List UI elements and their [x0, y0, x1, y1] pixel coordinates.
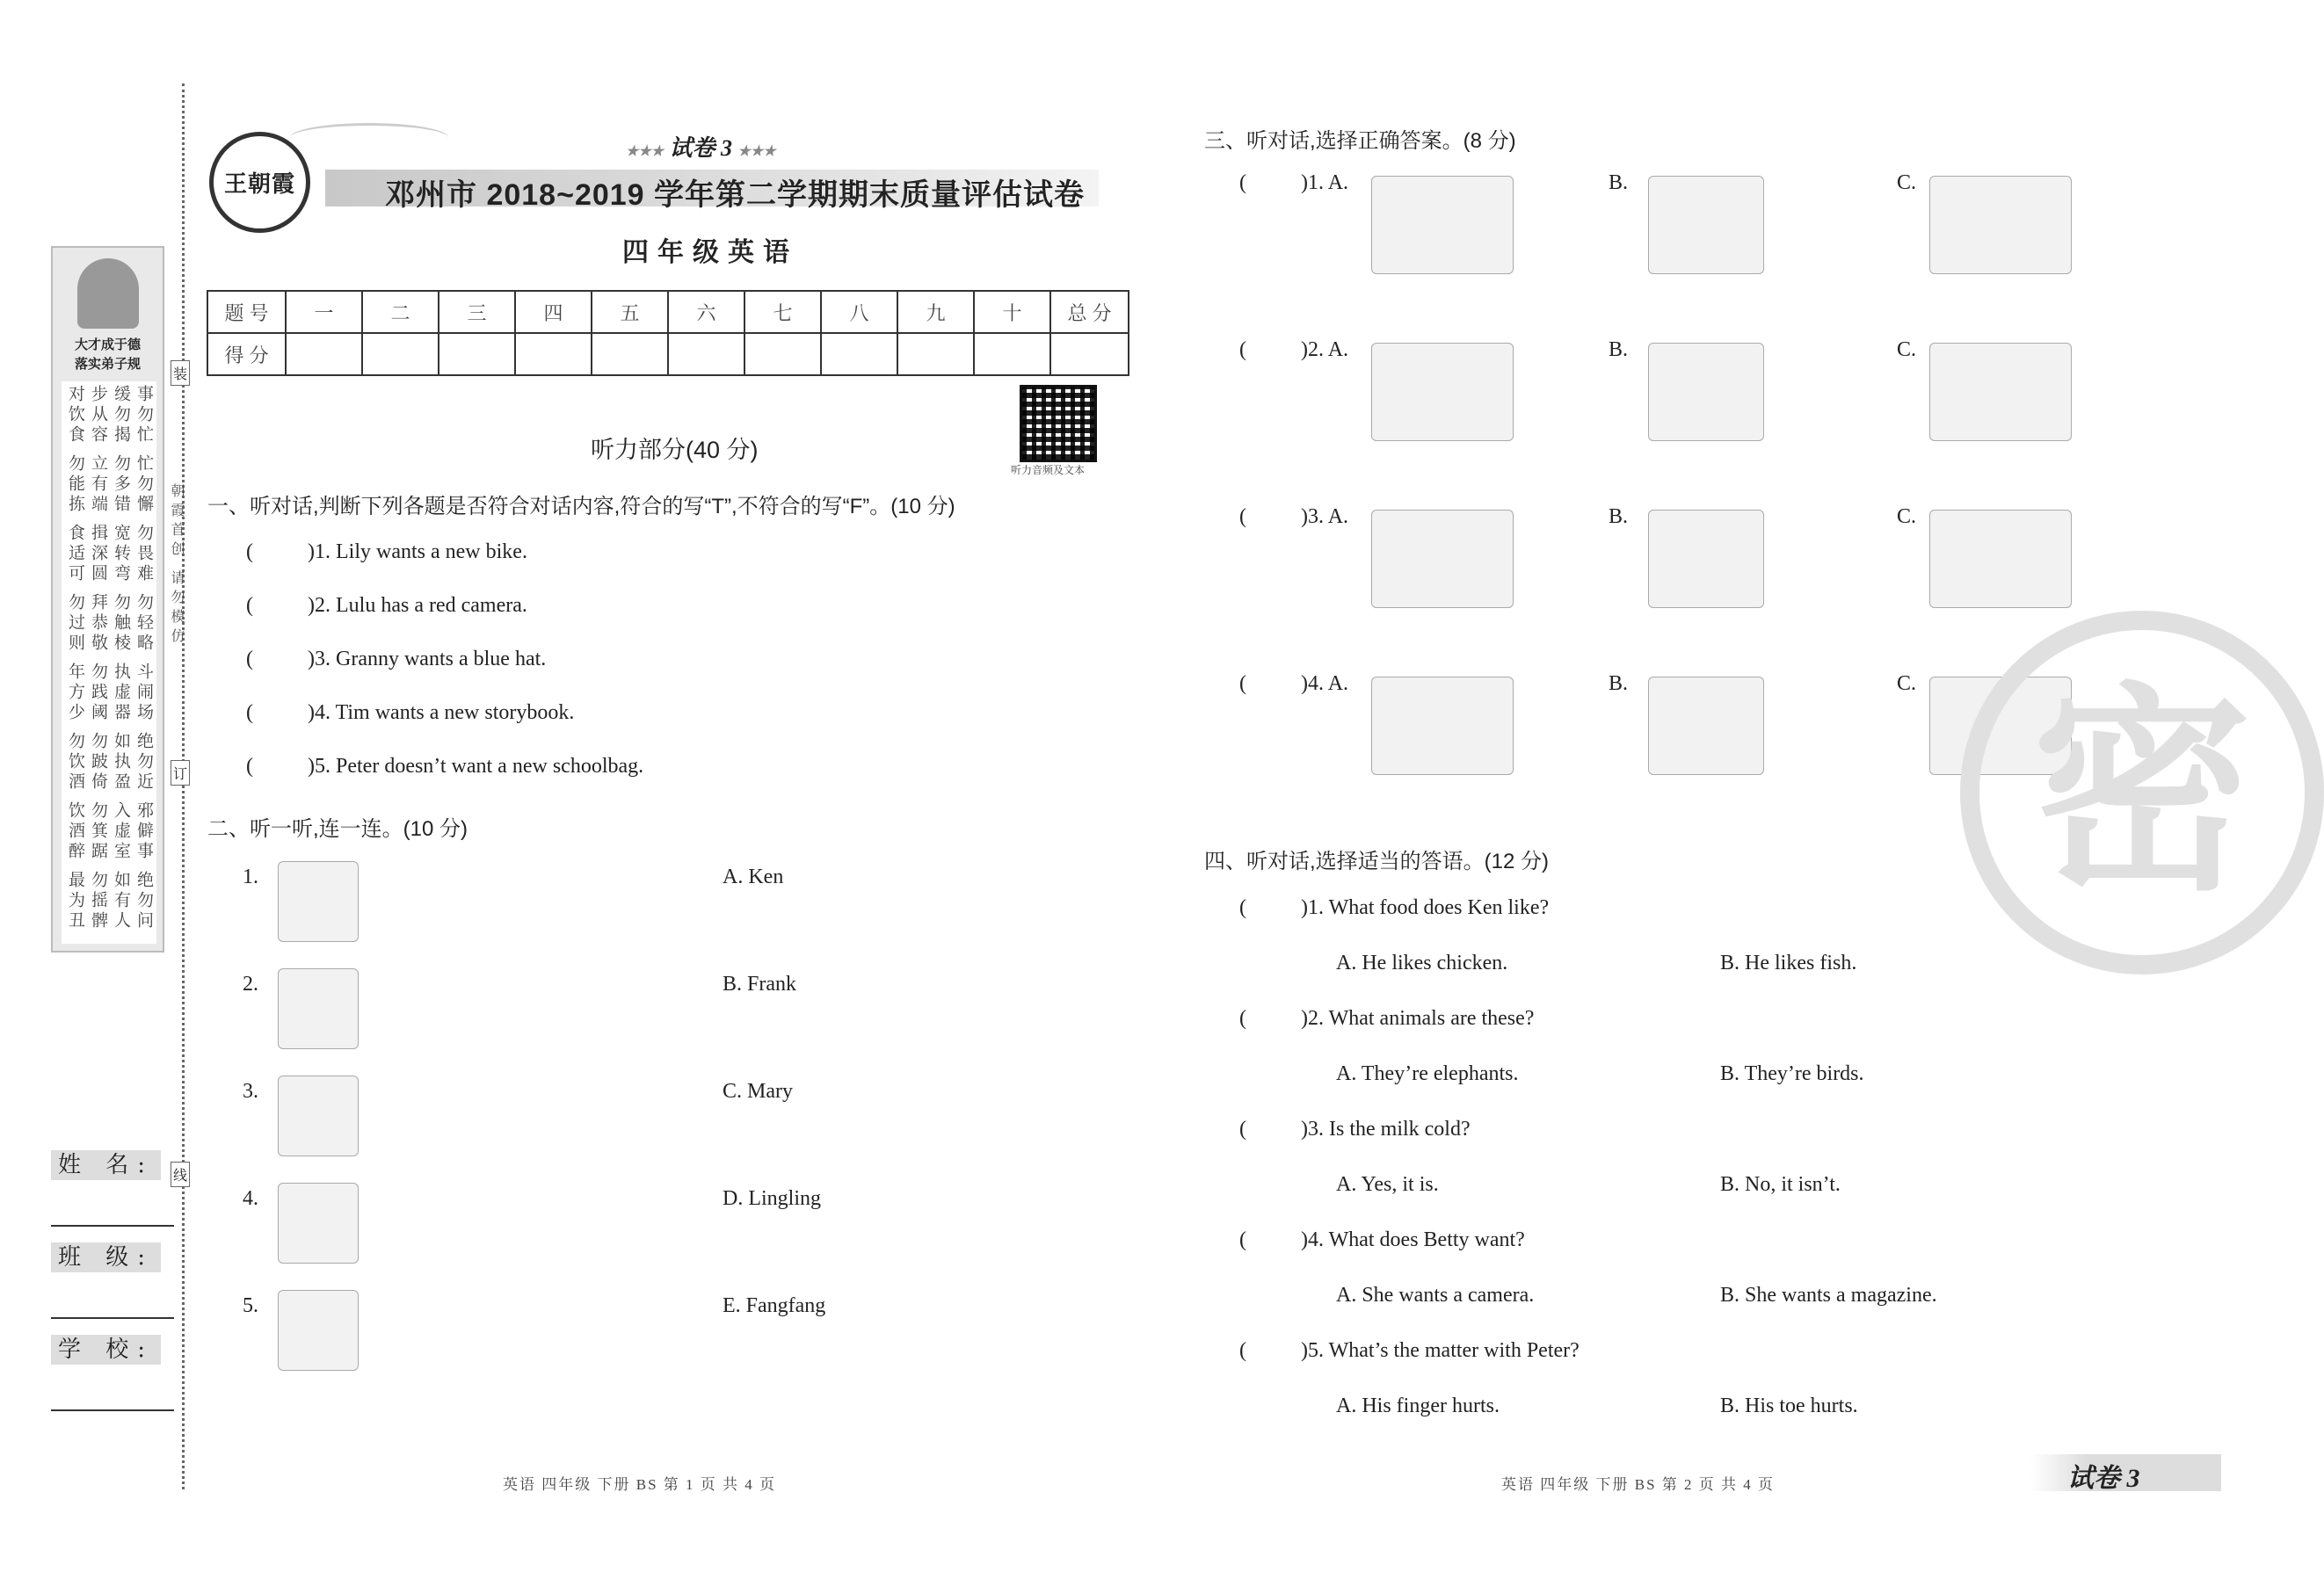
section3-title: 三、听对话,选择正确答案。(8 分): [1204, 129, 1516, 153]
option-c-label: C.: [1897, 505, 1917, 528]
score-entry-cell[interactable]: [362, 333, 439, 375]
section2-title: 二、听一听,连一连。(10 分): [207, 817, 468, 841]
score-header-cell: 题 号: [207, 291, 286, 333]
footer-right: 英语 四年级 下册 BS 第 2 页 共 4 页: [1501, 1476, 1776, 1493]
exam-title: 邓州市 2018~2019 学年第二学期期末质量评估试卷: [385, 178, 1086, 212]
option-b-label: B.: [1609, 505, 1629, 528]
option-b-label: B.: [1609, 171, 1629, 194]
rules-column: 如有人: [112, 871, 130, 931]
rules-column: 绝勿近: [134, 732, 153, 793]
option-b[interactable]: B. They’re birds.: [1720, 1062, 1864, 1085]
tree-with-giraffe-icon[interactable]: [1371, 677, 1514, 775]
question-text: 5. Peter doesn’t want a new schoolbag.: [315, 755, 644, 778]
exam-subtitle: 四年级英语: [622, 238, 798, 267]
option-a-label: A.: [1327, 505, 1349, 528]
rules-column: 饮酒醉: [66, 801, 84, 862]
answer-blank[interactable]: (: [1239, 1118, 1246, 1141]
match-name[interactable]: C. Mary: [723, 1080, 793, 1103]
score-header-cell: 二: [362, 291, 439, 333]
question-text: 1. What food does Ken like?: [1308, 896, 1550, 919]
question-number: 3.: [1308, 505, 1324, 528]
rules-column: 勿箕踞: [89, 801, 107, 862]
choice-question: ( )4. What does Betty want?: [1239, 1228, 1525, 1251]
answer-blank[interactable]: (: [246, 755, 253, 778]
option-a[interactable]: A. Yes, it is.: [1336, 1173, 1439, 1196]
girl-with-elephant-icon[interactable]: [1371, 343, 1514, 441]
match-number: 4.: [243, 1187, 258, 1210]
footer-badge: 试卷 3: [2067, 1464, 2140, 1493]
question-text: 2. What animals are these?: [1308, 1007, 1535, 1030]
score-entry-cell[interactable]: [515, 333, 592, 375]
option-c-label: C.: [1897, 672, 1917, 695]
rules-column: 揖深圆: [89, 524, 107, 584]
watermark-glyph: 密: [2032, 670, 2252, 915]
shopping-bag-icon[interactable]: [1929, 510, 2072, 608]
score-header-cell: 十: [974, 291, 1050, 333]
rules-column: 年方少: [66, 663, 84, 723]
name-label: 姓 名:: [51, 1150, 161, 1180]
rules-column: 执虚器: [112, 663, 130, 723]
rules-group: [62, 593, 156, 654]
question-number: 4.: [1308, 672, 1324, 695]
score-entry-cell[interactable]: [974, 333, 1050, 375]
rules-column: 忙勿懈: [134, 454, 153, 515]
rules-column: 拜恭敬: [89, 593, 107, 654]
tf-question: ( )5. Peter doesn’t want a new schoolbag.: [246, 755, 644, 778]
class-label: 班 级:: [51, 1242, 161, 1272]
score-header-cell: 六: [668, 291, 744, 333]
score-table: [207, 290, 1129, 376]
choice-question: ( )2. What animals are these?: [1239, 1007, 1535, 1030]
score-header-cell: 总 分: [1050, 291, 1129, 333]
tf-question: ( )3. Granny wants a blue hat.: [246, 648, 547, 670]
rules-column: 绝勿问: [134, 871, 153, 931]
question-text: 4. Tim wants a new storybook.: [315, 701, 575, 724]
answer-blank[interactable]: (: [246, 594, 253, 617]
score-entry-cell[interactable]: [439, 333, 515, 375]
match-number: 3.: [243, 1080, 258, 1103]
question-text: 1. Lily wants a new bike.: [315, 540, 527, 563]
option-a[interactable]: A. They’re elephants.: [1336, 1062, 1519, 1085]
question-text: 2. Lulu has a red camera.: [315, 594, 527, 617]
score-header-cell: 四: [515, 291, 592, 333]
child-portrait-icon[interactable]: [278, 1290, 359, 1371]
score-header-cell: 五: [592, 291, 668, 333]
option-a[interactable]: A. She wants a camera.: [1336, 1284, 1535, 1307]
option-b[interactable]: B. His toe hurts.: [1720, 1395, 1858, 1417]
rules-column: 勿饮酒: [66, 732, 84, 793]
option-c-label: C.: [1897, 171, 1917, 194]
score-header-cell: 三: [439, 291, 515, 333]
rules-column: 事勿忙: [134, 385, 153, 446]
rules-column: 最为丑: [66, 871, 84, 931]
rules-column: 如执盈: [112, 732, 130, 793]
scholar-icon: [77, 258, 139, 329]
rules-column: 宽转弯: [112, 524, 130, 584]
score-entry-cell[interactable]: [897, 333, 974, 375]
logo-seal: [209, 132, 310, 233]
binding-mark-2: 订: [171, 760, 190, 786]
score-entry-cell[interactable]: [592, 333, 668, 375]
girl-with-food-icon[interactable]: [1371, 176, 1514, 274]
option-a-label: A.: [1327, 171, 1349, 194]
rules-column: 勿多错: [112, 454, 130, 515]
score-entry-cell[interactable]: [1050, 333, 1129, 375]
option-c-label: C.: [1897, 338, 1917, 361]
rules-column: 邪僻事: [134, 801, 153, 862]
score-entry-cell[interactable]: [286, 333, 362, 375]
rules-column: 勿跛倚: [89, 732, 107, 793]
score-header-cell: 七: [744, 291, 821, 333]
rules-group: [62, 663, 156, 723]
woman-icon[interactable]: [1648, 176, 1764, 274]
exam-badge: ★★★ 试卷 3 ★★★: [626, 135, 776, 161]
choice-question: ( )5. What’s the matter with Peter?: [1239, 1339, 1580, 1362]
question-number: 2.: [1308, 338, 1324, 361]
rules-column: 入虚室: [112, 801, 130, 862]
qr-caption: 听力音频及文本: [1011, 464, 1086, 476]
match-number: 2.: [243, 973, 258, 996]
match-name[interactable]: A. Ken: [723, 866, 784, 888]
school-field[interactable]: [51, 1331, 174, 1411]
child-portrait-icon[interactable]: [278, 968, 359, 1049]
binding-mark-3: 线: [171, 1162, 190, 1187]
answer-blank[interactable]: (: [1239, 505, 1246, 528]
question-number: 1.: [1308, 171, 1324, 194]
picture-choice-row: ( )1. A. B. C.: [1239, 171, 2118, 312]
choice-question: ( )1. What food does Ken like?: [1239, 896, 1550, 919]
binding-mark-1: 装: [171, 360, 190, 386]
rules-group: [62, 732, 156, 793]
score-header-cell: 一: [286, 291, 362, 333]
rules-column: 勿摇髀: [89, 871, 107, 931]
picture-choice-row: ( )3. A. B. C.: [1239, 505, 2118, 646]
option-b[interactable]: B. No, it isn’t.: [1720, 1173, 1841, 1196]
ribbon-icon: [290, 123, 448, 152]
option-b-label: B.: [1609, 338, 1629, 361]
score-entry-cell[interactable]: [821, 333, 897, 375]
score-label-cell: 得 分: [207, 333, 286, 375]
rules-column: 立有端: [89, 454, 107, 515]
confidential-watermark: [1960, 611, 2324, 974]
binding-dotted-line: [182, 83, 185, 1489]
match-name[interactable]: B. Frank: [723, 973, 796, 996]
match-name[interactable]: D. Lingling: [723, 1187, 821, 1210]
option-a-label: A.: [1327, 672, 1349, 695]
rules-column: 步从容: [89, 385, 107, 446]
rules-group: [62, 801, 156, 862]
question-text: 3. Granny wants a blue hat.: [315, 648, 547, 670]
question-text: 4. What does Betty want?: [1308, 1228, 1525, 1251]
match-name[interactable]: E. Fangfang: [723, 1294, 826, 1317]
answer-blank[interactable]: (: [1239, 338, 1246, 361]
option-b-label: B.: [1609, 672, 1629, 695]
rules-group: [62, 385, 156, 446]
listening-title: 听力部分(40 分): [591, 437, 759, 463]
boy-with-deer-icon[interactable]: [1648, 343, 1764, 441]
rules-column: 缓勿揭: [112, 385, 130, 446]
rules-column: 勿畏难: [134, 524, 153, 584]
woman-with-pizza-icon[interactable]: [1929, 176, 2072, 274]
question-text: 5. What’s the matter with Peter?: [1308, 1339, 1580, 1362]
match-number: 5.: [243, 1294, 258, 1317]
section1-title: 一、听对话,判断下列各题是否符合对话内容,符合的写“T”,不符合的写“F”。(10 分): [207, 495, 955, 518]
score-entry-cell[interactable]: [744, 333, 821, 375]
rules-column: 勿轻略: [134, 593, 153, 654]
rules-block: [62, 381, 156, 944]
answer-blank[interactable]: (: [246, 648, 253, 670]
child-portrait-icon[interactable]: [278, 1076, 359, 1156]
umbrella-icon[interactable]: [1371, 510, 1514, 608]
picture-choice-row: ( )4. A. B. C.: [1239, 672, 2118, 813]
motto-line-2: 落实弟子规: [74, 357, 141, 372]
qr-code-icon[interactable]: [1020, 385, 1097, 462]
question-text: 3. Is the milk cold?: [1308, 1118, 1471, 1141]
option-a-label: A.: [1327, 338, 1349, 361]
binding-note: 朝霞首创 请勿模仿: [169, 483, 185, 648]
child-portrait-icon[interactable]: [278, 861, 359, 942]
option-a[interactable]: A. His finger hurts.: [1336, 1395, 1500, 1417]
child-portrait-icon[interactable]: [278, 1183, 359, 1264]
answer-blank[interactable]: (: [1239, 1228, 1246, 1251]
score-entry-cell[interactable]: [668, 333, 744, 375]
answer-blank[interactable]: (: [1239, 1339, 1246, 1362]
class-field[interactable]: [51, 1239, 174, 1319]
answer-blank[interactable]: (: [1239, 1007, 1246, 1030]
man-walking-icon[interactable]: [1648, 677, 1764, 775]
footer-left: 英语 四年级 下册 BS 第 1 页 共 4 页: [503, 1476, 777, 1493]
option-b[interactable]: B. He likes fish.: [1720, 952, 1857, 974]
score-header-cell: 八: [821, 291, 897, 333]
motto-line-1: 大才成于德: [74, 337, 141, 352]
answer-blank[interactable]: (: [246, 701, 253, 724]
answer-blank[interactable]: (: [246, 540, 253, 563]
rules-column: 对饮食: [66, 385, 84, 446]
tf-question: ( )4. Tim wants a new storybook.: [246, 701, 575, 724]
answer-blank[interactable]: (: [1239, 171, 1246, 194]
section2-items: [243, 866, 858, 1393]
rules-group: [62, 871, 156, 931]
school-label: 学 校:: [51, 1335, 161, 1365]
woman-with-tiger-icon[interactable]: [1929, 343, 2072, 441]
logo-text: 王朝霞: [223, 171, 295, 197]
tf-question: ( )1. Lily wants a new bike.: [246, 540, 527, 563]
choice-question: ( )3. Is the milk cold?: [1239, 1118, 1471, 1141]
motto-box: [51, 246, 164, 953]
rules-column: 勿过则: [66, 593, 84, 654]
answer-blank[interactable]: (: [1239, 896, 1246, 919]
alarm-clock-icon[interactable]: [1648, 510, 1764, 608]
rules-column: 勿能拣: [66, 454, 84, 515]
answer-blank[interactable]: (: [1239, 672, 1246, 695]
rules-column: 斗闹场: [134, 663, 153, 723]
tf-question: ( )2. Lulu has a red camera.: [246, 594, 527, 617]
score-header-cell: 九: [897, 291, 974, 333]
option-a[interactable]: A. He likes chicken.: [1336, 952, 1508, 974]
match-number: 1.: [243, 866, 258, 888]
rules-column: 勿触棱: [112, 593, 130, 654]
rules-group: [62, 454, 156, 515]
rules-column: 勿践阈: [89, 663, 107, 723]
section4-title: 四、听对话,选择适当的答语。(12 分): [1204, 850, 1550, 873]
rules-group: [62, 524, 156, 584]
rules-column: 食适可: [66, 524, 84, 584]
option-b[interactable]: B. She wants a magazine.: [1720, 1284, 1937, 1307]
name-field[interactable]: [51, 1147, 174, 1227]
picture-choice-row: ( )2. A. B. C.: [1239, 338, 2118, 479]
